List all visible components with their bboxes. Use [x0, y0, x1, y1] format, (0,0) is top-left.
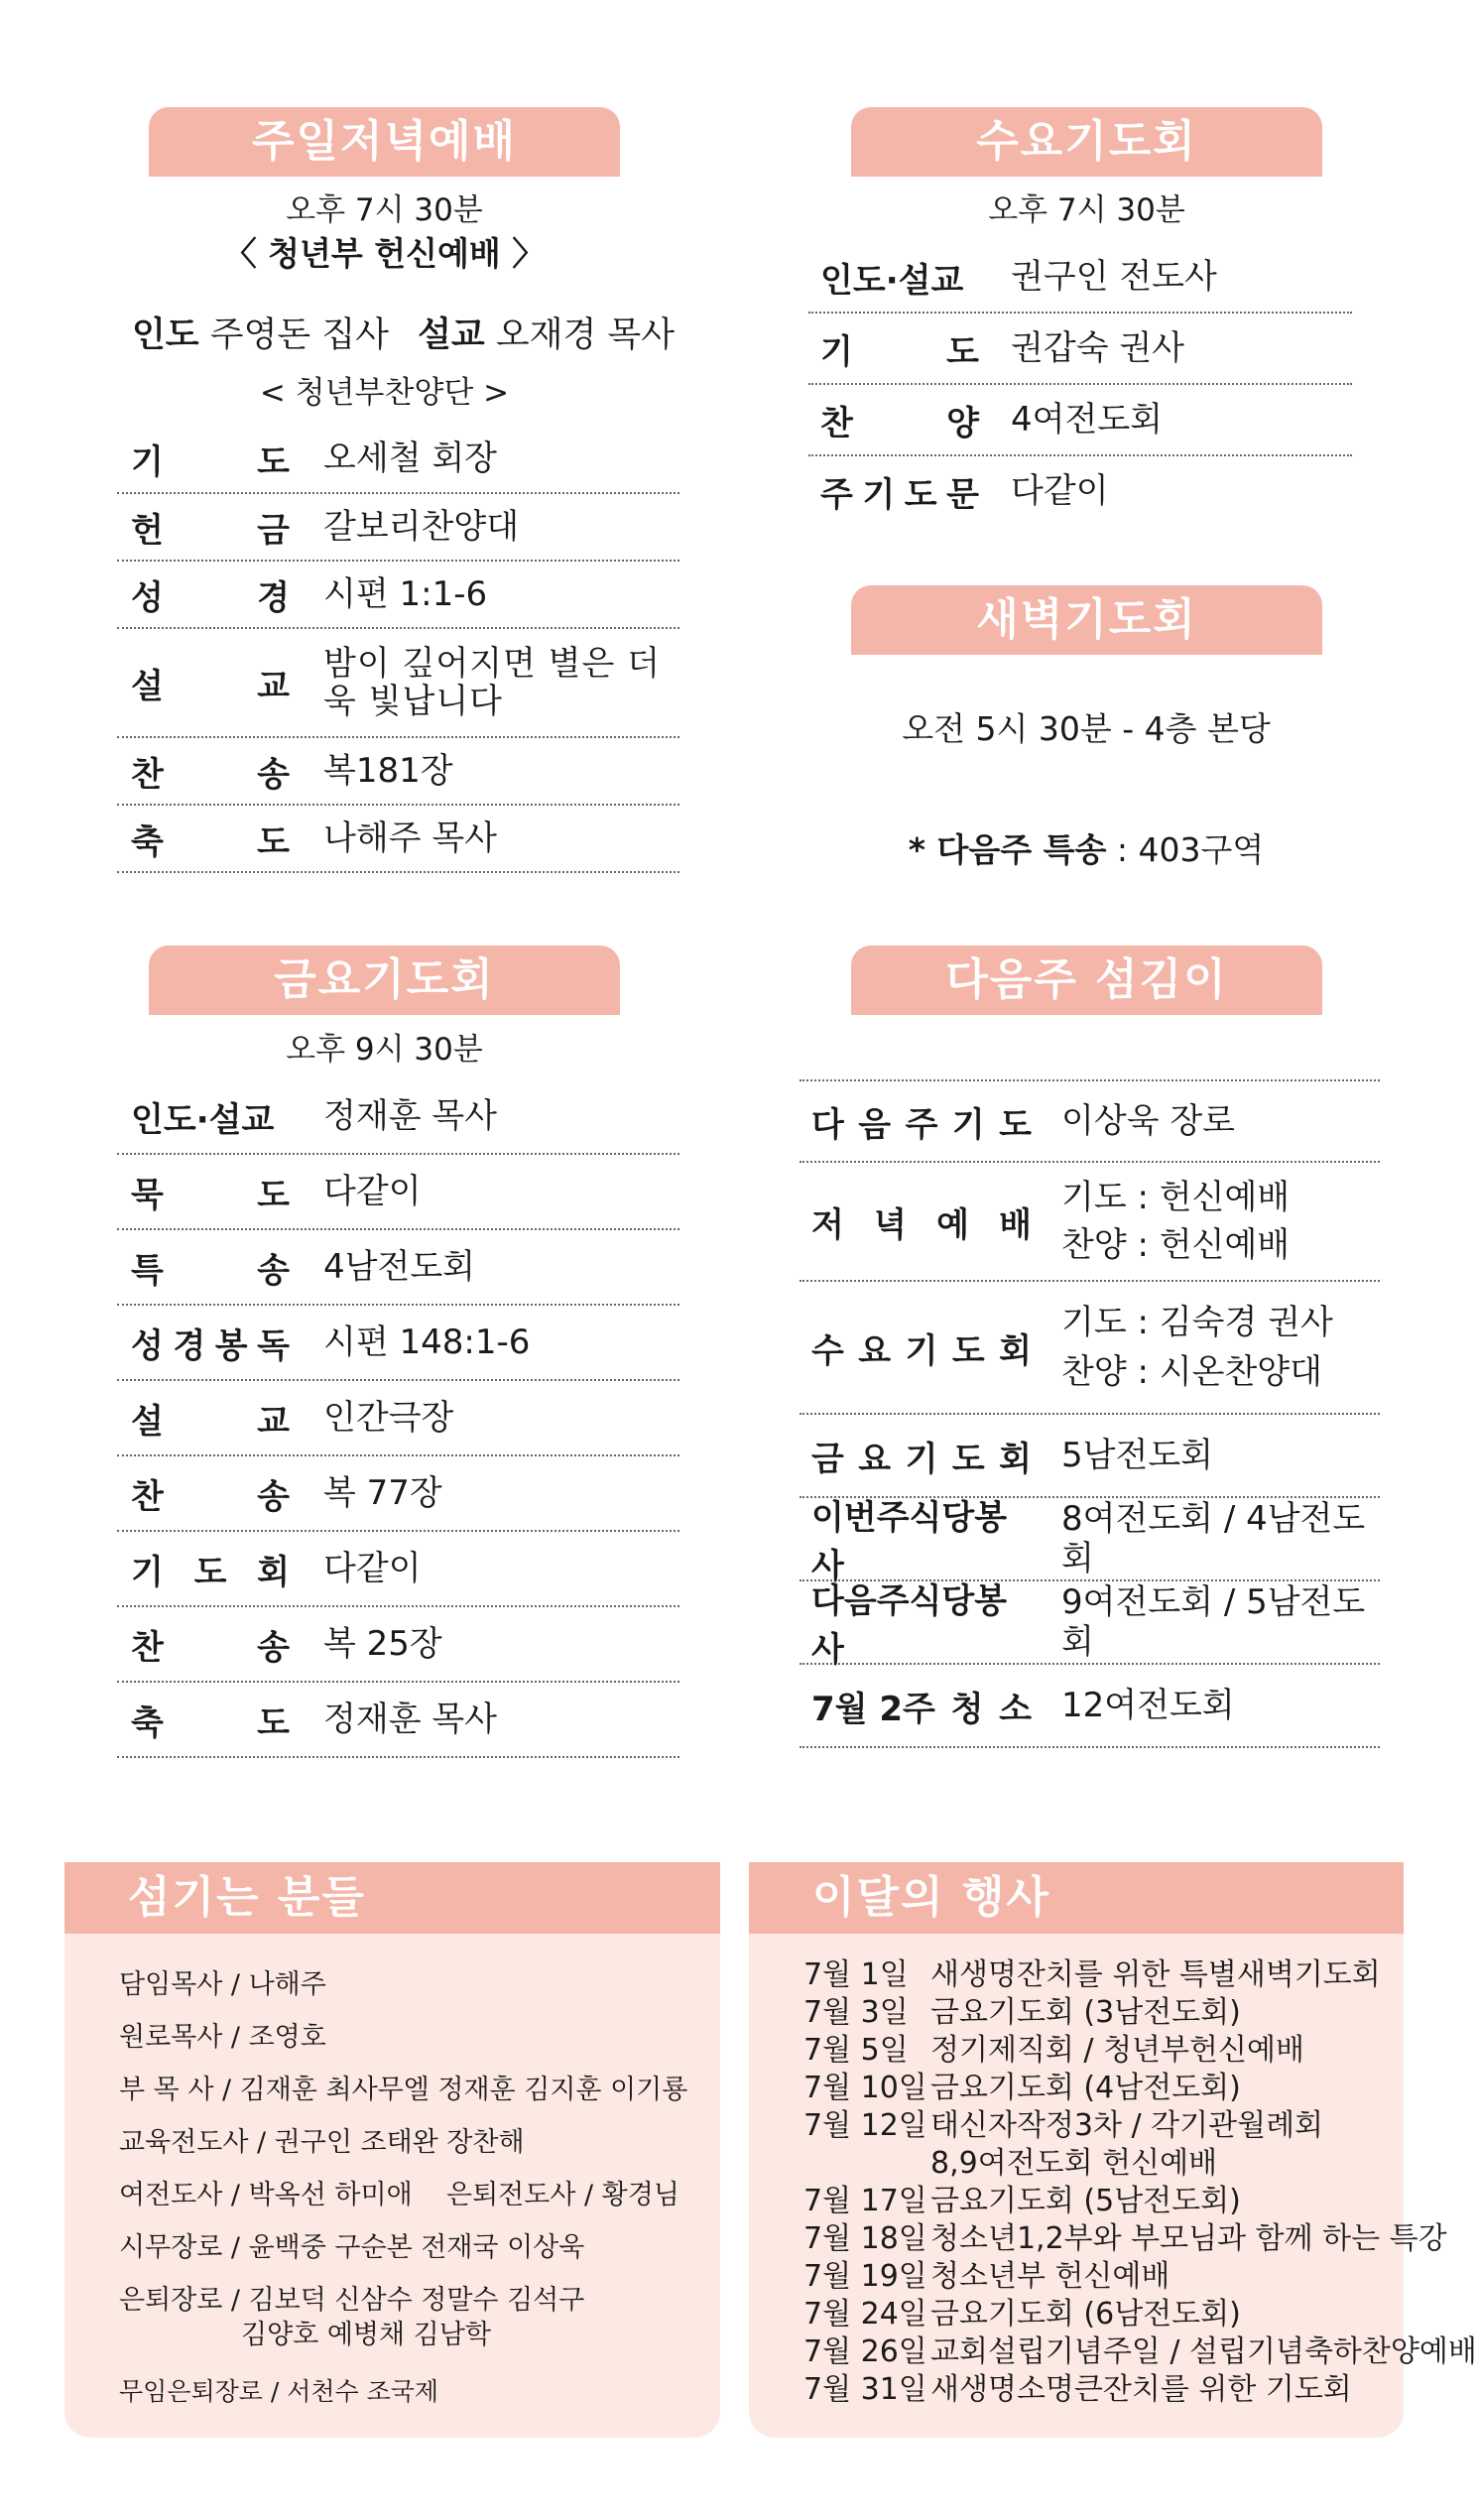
table-row: 수 요 기 도 회 기도 : 김숙경 권사 찬양 : 시온찬양대: [800, 1282, 1380, 1415]
servant-line: 부 목 사 / 김재훈 최사무엘 정재훈 김지훈 이기룡: [119, 2075, 688, 2105]
event-item: 7월 17일 금요기도회 (5남전도회): [803, 2184, 1241, 2218]
friday-time: 오후 9시 30분: [286, 1032, 483, 1068]
table-row: 인도·설교 정재훈 목사: [117, 1079, 679, 1155]
event-item: 7월 31일 새생명소명큰잔치를 위한 기도회: [803, 2372, 1352, 2407]
table-row: 이번주식당봉사 8여전도회 / 4남전도회: [800, 1498, 1380, 1581]
servant-line: 은퇴장로 / 김보덕 신삼수 정말수 김석구: [119, 2285, 585, 2316]
dawn-next-special: * 다음주 특송 : 403구역: [908, 830, 1265, 869]
table-row: 묵 도 다같이: [117, 1155, 679, 1230]
table-row: 특 송 4남전도회: [117, 1230, 679, 1306]
table-row: 다 음 주 기 도 이상욱 장로: [800, 1081, 1380, 1163]
event-item: 8,9여전도회 헌신예배: [930, 2146, 1218, 2181]
servant-line: 김양호 예병채 김남학: [241, 2320, 491, 2350]
event-item: 7월 1일 새생명잔치를 위한 특별새벽기도회: [803, 1957, 1381, 1992]
table-row: 축 도 정재훈 목사: [117, 1683, 679, 1758]
friday-title: 금요기도회: [149, 945, 620, 1015]
table-row: 성 경 시편 1:1-6: [117, 562, 679, 629]
servants-title: 섬기는 분들: [64, 1862, 720, 1934]
preacher-label: 설교: [418, 315, 485, 355]
table-row: 7월 2주 청 소 12여전도회: [800, 1665, 1380, 1748]
preacher-name: 오재경 목사: [495, 315, 676, 355]
event-item: 7월 12일 태신자작정3차 / 각기관월례회: [803, 2108, 1324, 2143]
servant-line: 여전도사 / 박옥선 하미애: [119, 2180, 413, 2210]
leader-name: 주영돈 집사: [209, 315, 389, 355]
table-row: 다음주식당봉사 9여전도회 / 5남전도회: [800, 1581, 1380, 1665]
table-row: 설 교 밤이 깊어지면 별은 더욱 빛납니다: [117, 629, 679, 738]
table-row: 축 도 나해주 목사: [117, 806, 679, 873]
sunday-subtitle: 〈 청년부 헌신예배 〉: [223, 234, 546, 273]
table-row: 기 도 오세철 회장: [117, 425, 679, 494]
table-row: 찬 양 4여전도회: [808, 385, 1352, 456]
table-row: 찬 송 복 77장: [117, 1456, 679, 1532]
servant-line: 원로목사 / 조영호: [119, 2022, 326, 2053]
event-item: 7월 10일 금요기도회 (4남전도회): [803, 2071, 1241, 2105]
table-row: 성 경 봉 독 시편 148:1-6: [117, 1306, 679, 1381]
servant-line: 무임은퇴장로 / 서천수 조국제: [119, 2377, 439, 2406]
servants-box: [64, 1862, 720, 2438]
dawn-title: 새벽기도회: [851, 585, 1322, 655]
event-item: 7월 3일 금요기도회 (3남전도회): [803, 1995, 1241, 2030]
servant-line: 담임목사 / 나해주: [119, 1969, 326, 2000]
table-row: 저 녁 예 배 기도 : 헌신예배 찬양 : 헌신예배: [800, 1163, 1380, 1282]
servant-line: 은퇴전도사 / 황경님: [446, 2180, 679, 2210]
wednesday-time: 오후 7시 30분: [988, 192, 1185, 228]
table-row: 설 교 인간극장: [117, 1381, 679, 1456]
table-row: 기 도 권갑숙 권사: [808, 314, 1352, 385]
dawn-info: 오전 5시 30분 - 4층 본당: [902, 709, 1271, 748]
wednesday-title: 수요기도회: [851, 107, 1322, 177]
next-week-title: 다음주 섬김이: [851, 945, 1322, 1015]
table-row: 인도·설교 권구인 전도사: [808, 242, 1352, 314]
table-row: 찬 송 복 25장: [117, 1607, 679, 1683]
table-row: 기 도 회 다같이: [117, 1532, 679, 1607]
servant-line: 교육전도사 / 권구인 조태완 장찬해: [119, 2127, 525, 2158]
event-item: 7월 24일 금요기도회 (6남전도회): [803, 2297, 1241, 2331]
table-row: 찬 송 복181장: [117, 738, 679, 806]
event-item: 7월 18일 청소년1,2부와 부모님과 함께 하는 특강: [803, 2221, 1447, 2256]
servant-line: 시무장로 / 윤백중 구순본 전재국 이상욱: [119, 2232, 585, 2263]
table-row: 금 요 기 도 회 5남전도회: [800, 1415, 1380, 1498]
sunday-choir: < 청년부찬양단 >: [259, 375, 510, 411]
event-item: 7월 26일 교회설립기념주일 / 설립기념축하찬양예배: [803, 2334, 1477, 2369]
sunday-time: 오후 7시 30분: [286, 192, 483, 228]
events-title: 이달의 행사: [749, 1862, 1404, 1934]
leader-label: 인도: [132, 315, 199, 355]
sunday-title: 주일저녁예배: [149, 107, 620, 177]
sunday-leader-line: [132, 308, 675, 357]
event-item: 7월 19일 청소년부 헌신예배: [803, 2259, 1170, 2294]
next-week-table: [800, 1079, 1380, 1729]
event-item: 7월 5일 정기제직회 / 청년부헌신예배: [803, 2033, 1304, 2068]
events-box: [749, 1862, 1477, 2438]
table-row: 헌 금 갈보리찬양대: [117, 494, 679, 562]
table-row: 주 기 도 문 다같이: [820, 471, 1109, 515]
